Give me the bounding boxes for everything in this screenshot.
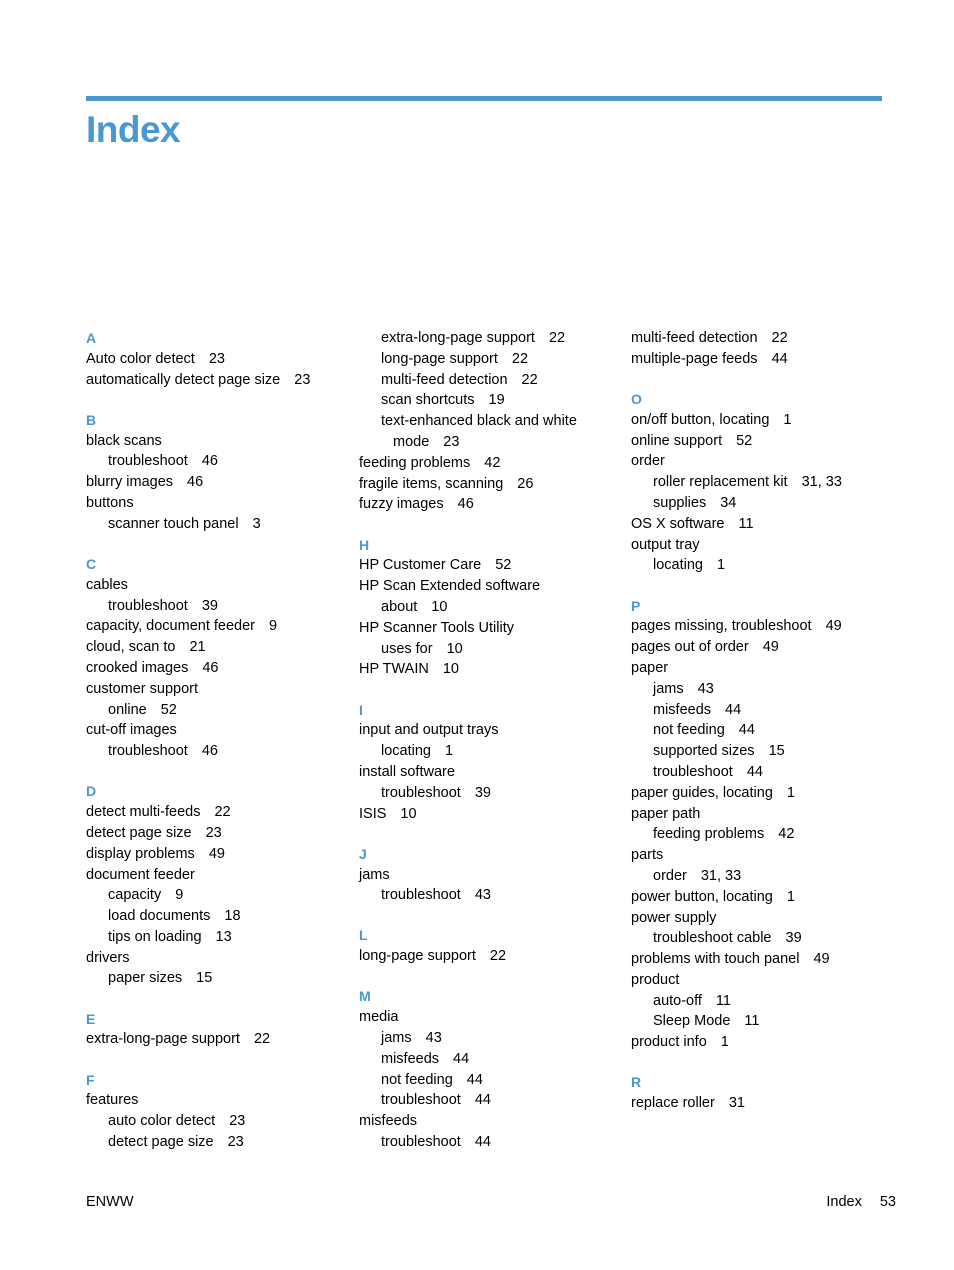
entry-page-ref[interactable]: 15	[768, 743, 785, 760]
index-entry	[359, 370, 624, 391]
entry-page-ref[interactable]: 46	[187, 474, 204, 491]
entry-page-ref[interactable]: 11	[715, 992, 731, 1009]
entry-term: paper path	[631, 805, 701, 822]
index-entry	[86, 948, 351, 969]
index-entry	[631, 1032, 896, 1053]
index-section-h	[359, 535, 624, 681]
entry-page-ref[interactable]: 13	[215, 928, 232, 945]
index-entry	[359, 555, 624, 576]
entry-term: troubleshoot	[108, 743, 188, 760]
entry-term: crooked images	[86, 659, 189, 676]
index-entry	[631, 845, 896, 866]
entry-page-ref[interactable]: 21	[189, 639, 206, 656]
entry-term: features	[86, 1092, 139, 1109]
index-entry	[86, 514, 351, 535]
entry-page-ref[interactable]: 46	[201, 743, 218, 760]
index-entry	[631, 451, 896, 472]
index-entry	[86, 658, 351, 679]
entry-page-ref[interactable]: 3	[252, 515, 261, 532]
entry-page-ref[interactable]: 44	[725, 701, 742, 718]
entry-page-ref[interactable]: 44	[746, 763, 763, 780]
index-entry	[86, 370, 351, 391]
index-entry	[631, 970, 896, 991]
index-entry	[86, 1090, 351, 1111]
index-entry	[631, 1093, 896, 1114]
section-letter: H	[359, 536, 370, 553]
entry-page-ref[interactable]: 10	[431, 598, 448, 615]
entry-page-ref[interactable]: 44	[466, 1071, 483, 1088]
index-entry	[86, 802, 351, 823]
index-entry	[86, 720, 351, 741]
entry-term: tips on loading	[108, 928, 202, 945]
entry-term: supplies	[653, 494, 707, 511]
index-entry	[631, 555, 896, 576]
entry-term: roller replacement kit	[653, 474, 788, 491]
footer-section-label: Index	[826, 1194, 862, 1210]
entry-page-ref[interactable]: 46	[201, 453, 218, 470]
entry-page-ref[interactable]: 44	[453, 1050, 470, 1067]
footer-left: ENWW	[86, 1194, 134, 1210]
index-entry	[86, 637, 351, 658]
entry-term: capacity, document feeder	[86, 618, 255, 635]
index-entry	[86, 927, 351, 948]
header-rule	[86, 96, 882, 101]
index-entry	[359, 1111, 624, 1132]
index-entry	[631, 908, 896, 929]
entry-term: fuzzy images	[359, 496, 444, 513]
index-section-continued	[359, 328, 624, 515]
entry-term: output tray	[631, 536, 700, 553]
entry-term: Sleep Mode	[653, 1013, 731, 1030]
index-entry	[359, 659, 624, 680]
index-entry	[86, 885, 351, 906]
index-entry	[359, 762, 624, 783]
entry-page-ref[interactable]: 44	[738, 722, 755, 739]
index-entry	[86, 700, 351, 721]
index-entry	[86, 349, 351, 370]
entry-page-ref[interactable]: 1	[783, 411, 792, 428]
footer-page-number: 53	[879, 1194, 896, 1210]
entry-term: HP Scan Extended software	[359, 578, 541, 595]
index-entry	[631, 616, 896, 637]
entry-term: locating	[381, 743, 431, 760]
index-entry	[631, 741, 896, 762]
entry-term: misfeeds	[359, 1113, 418, 1130]
entry-term: scan shortcuts	[381, 392, 475, 409]
entry-page-ref[interactable]: 42	[484, 454, 501, 471]
entry-page-ref[interactable]: 52	[736, 432, 753, 449]
index-section-a	[86, 328, 351, 390]
index-entry	[359, 1007, 624, 1028]
index-entry	[86, 616, 351, 637]
index-entry	[359, 1049, 624, 1070]
entry-page-ref[interactable]: 39	[785, 930, 802, 947]
index-entry	[86, 844, 351, 865]
entry-term: problems with touch panel	[631, 951, 800, 968]
entry-term: Auto color detect	[86, 350, 195, 367]
entry-term: display problems	[86, 845, 195, 862]
index-section-l	[359, 925, 624, 967]
index-entry	[86, 906, 351, 927]
entry-page-ref[interactable]: 1	[720, 1034, 729, 1051]
entry-page-ref[interactable]: 23	[229, 1113, 246, 1130]
index-entry	[359, 946, 624, 967]
entry-page-ref[interactable]: 31, 33	[801, 474, 842, 491]
index-entry	[359, 885, 624, 906]
entry-term: online support	[631, 432, 723, 449]
index-entry	[631, 887, 896, 908]
entry-page-ref[interactable]: 44	[474, 1134, 491, 1151]
entry-page-ref[interactable]: 19	[488, 392, 505, 409]
index-section-j	[359, 844, 624, 906]
index-entry	[86, 575, 351, 596]
index-entry	[631, 410, 896, 431]
index-section-i	[359, 700, 624, 825]
entry-term: troubleshoot	[381, 1134, 461, 1151]
entry-term: jams	[381, 1030, 412, 1047]
index-entry	[86, 741, 351, 762]
entry-term: long-page support	[381, 350, 498, 367]
entry-term: HP Scanner Tools Utility	[359, 619, 515, 636]
entry-page-ref[interactable]: 1	[786, 888, 795, 905]
index-entry	[359, 494, 624, 515]
index-entry	[359, 639, 624, 660]
entry-term: misfeeds	[653, 701, 712, 718]
index-entry	[359, 390, 624, 411]
entry-page-ref[interactable]: 23	[294, 371, 311, 388]
entry-page-ref[interactable]: 44	[474, 1092, 491, 1109]
entry-term: feeding problems	[359, 454, 471, 471]
index-entry	[631, 991, 896, 1012]
entry-term: load documents	[108, 908, 211, 925]
entry-term: scanner touch panel	[108, 515, 239, 532]
entry-page-ref[interactable]: 23	[227, 1134, 244, 1151]
index-section-f	[86, 1070, 351, 1153]
index-entry	[631, 431, 896, 452]
entry-page-ref[interactable]: 18	[224, 908, 241, 925]
index-entry	[86, 596, 351, 617]
index-entry	[631, 637, 896, 658]
entry-page-ref[interactable]: 22	[511, 350, 529, 367]
entry-page-ref[interactable]: 49	[825, 618, 842, 635]
entry-page-ref[interactable]: 1	[444, 743, 454, 760]
index-entry	[359, 1132, 624, 1153]
entry-term: customer support	[86, 680, 199, 697]
index-entry	[631, 928, 896, 949]
entry-page-ref[interactable]: 52	[495, 557, 512, 574]
index-section-e	[86, 1009, 351, 1051]
index-entry	[631, 783, 896, 804]
index-entry	[631, 493, 896, 514]
entry-term: install software	[359, 763, 455, 780]
entry-page-ref[interactable]: 23	[205, 824, 222, 841]
entry-term: about	[381, 598, 418, 615]
entry-term: cut-off images	[86, 722, 177, 739]
entry-term: troubleshoot	[108, 597, 188, 614]
entry-term: power supply	[631, 909, 717, 926]
section-letter: A	[86, 330, 97, 346]
index-entry	[359, 804, 624, 825]
entry-term: parts	[631, 847, 664, 864]
entry-page-ref[interactable]: 52	[160, 701, 177, 718]
entry-term: pages out of order	[631, 639, 749, 656]
entry-page-ref[interactable]: 42	[778, 826, 795, 843]
index-entry	[631, 328, 896, 349]
entry-term: automatically detect page size	[86, 371, 281, 388]
entry-term: auto color detect	[108, 1113, 216, 1130]
entry-page-ref[interactable]: 22	[548, 330, 566, 346]
entry-term: not feeding	[653, 722, 725, 739]
entry-term: not feeding	[381, 1071, 453, 1088]
entry-page-ref[interactable]: 39	[474, 784, 491, 801]
entry-term: multi-feed detection	[631, 330, 758, 346]
index-column-1	[86, 328, 351, 1172]
index-entry	[86, 431, 351, 452]
index-entry	[86, 865, 351, 886]
entry-term: troubleshoot	[108, 453, 188, 470]
entry-term: HP TWAIN	[359, 661, 429, 678]
entry-page-ref[interactable]: 11	[744, 1013, 760, 1030]
index-entry	[359, 432, 624, 453]
index-entry	[359, 865, 624, 886]
index-entry	[86, 1132, 351, 1153]
entry-page-ref[interactable]: 1	[716, 557, 726, 574]
section-letter: R	[631, 1074, 642, 1091]
entry-term: troubleshoot	[653, 763, 733, 780]
entry-term: troubleshoot cable	[653, 930, 772, 947]
entry-term: extra-long-page support	[86, 1031, 240, 1048]
entry-page-ref[interactable]: 22	[214, 804, 231, 821]
entry-page-ref[interactable]: 11	[738, 515, 754, 532]
index-entry	[359, 474, 624, 495]
entry-page-ref[interactable]: 22	[489, 948, 507, 965]
index-entry	[631, 700, 896, 721]
entry-term: auto-off	[653, 992, 702, 1009]
index-entry	[359, 618, 624, 639]
entry-term: black scans	[86, 432, 162, 449]
entry-term: jams	[359, 866, 390, 883]
section-letter: B	[86, 411, 97, 428]
entry-term: document feeder	[86, 866, 195, 883]
index-section-c	[86, 554, 351, 762]
index-entry	[631, 514, 896, 535]
index-section-d	[86, 781, 351, 989]
index-entry	[631, 349, 896, 370]
index-entry	[86, 451, 351, 472]
entry-term: online	[108, 701, 147, 718]
entry-term: paper guides, locating	[631, 784, 773, 801]
index-entry	[359, 411, 624, 432]
index-entry	[359, 741, 624, 762]
index-entry	[86, 679, 351, 700]
entry-term: extra-long-page support	[381, 330, 535, 346]
index-entry	[359, 1090, 624, 1111]
entry-page-ref[interactable]: 39	[201, 597, 218, 614]
entry-page-ref[interactable]: 31	[728, 1095, 745, 1112]
section-letter: E	[86, 1010, 96, 1027]
entry-page-ref[interactable]: 22	[253, 1031, 271, 1048]
index-section-o	[631, 389, 896, 576]
index-entry	[631, 949, 896, 970]
entry-term: misfeeds	[381, 1050, 440, 1067]
index-entry	[631, 804, 896, 825]
index-entry	[631, 658, 896, 679]
entry-page-ref[interactable]: 22	[771, 330, 788, 346]
index-entry	[86, 823, 351, 844]
entry-term: capacity	[108, 887, 162, 904]
entry-term: feeding problems	[653, 826, 765, 843]
entry-term: mode	[393, 433, 430, 450]
entry-term: order	[653, 867, 687, 884]
entry-term: locating	[653, 557, 703, 574]
entry-term: power button, locating	[631, 888, 773, 905]
entry-term: cloud, scan to	[86, 639, 176, 656]
entry-term: fragile items, scanning	[359, 475, 504, 492]
index-entry	[86, 493, 351, 514]
entry-term: uses for	[381, 640, 433, 657]
index-entry	[631, 824, 896, 845]
entry-term: troubleshoot	[381, 887, 461, 904]
entry-page-ref[interactable]: 1	[786, 784, 795, 801]
entry-term: pages missing, troubleshoot	[631, 618, 812, 635]
section-letter: P	[631, 597, 641, 614]
entry-page-ref[interactable]: 46	[202, 659, 219, 676]
entry-page-ref[interactable]: 10	[442, 661, 459, 678]
section-letter: L	[359, 927, 368, 944]
entry-term: blurry images	[86, 474, 174, 491]
entry-term: troubleshoot	[381, 1092, 461, 1109]
entry-page-ref[interactable]: 23	[443, 433, 460, 450]
entry-term: product info	[631, 1034, 707, 1051]
entry-term: detect multi-feeds	[86, 804, 201, 821]
entry-page-ref[interactable]: 46	[457, 496, 474, 513]
entry-term: multi-feed detection	[381, 371, 508, 388]
index-section-m	[359, 986, 624, 1152]
entry-page-ref[interactable]: 44	[771, 350, 788, 367]
entry-term: troubleshoot	[381, 784, 461, 801]
entry-page-ref[interactable]: 10	[400, 805, 417, 822]
entry-term: input and output trays	[359, 722, 499, 739]
index-column-2	[359, 328, 624, 1172]
index-entry	[631, 535, 896, 556]
section-letter: J	[359, 845, 367, 862]
section-letter: C	[86, 555, 97, 572]
entry-page-ref[interactable]: 15	[196, 970, 213, 987]
index-entry	[631, 472, 896, 493]
entry-term: paper sizes	[108, 970, 183, 987]
entry-term: buttons	[86, 494, 134, 511]
entry-term: long-page support	[359, 948, 476, 965]
index-entry	[631, 866, 896, 887]
entry-page-ref[interactable]: 43	[425, 1030, 442, 1047]
entry-term: multiple-page feeds	[631, 350, 758, 367]
index-entry	[86, 472, 351, 493]
index-section-p	[631, 596, 896, 1054]
index-column-3	[631, 328, 896, 1133]
entry-term: OS X software	[631, 515, 725, 532]
index-entry	[631, 1011, 896, 1032]
entry-term: detect page size	[86, 824, 192, 841]
section-letter: D	[86, 783, 97, 800]
index-entry	[86, 968, 351, 989]
page-title: Index	[86, 109, 181, 150]
entry-term: supported sizes	[653, 743, 755, 760]
index-entry	[359, 328, 624, 349]
index-entry	[359, 597, 624, 618]
entry-page-ref[interactable]: 9	[175, 887, 184, 904]
index-section-r	[631, 1072, 896, 1114]
entry-page-ref[interactable]: 23	[208, 350, 225, 367]
entry-term: media	[359, 1009, 399, 1026]
footer-right	[826, 1192, 896, 1212]
index-entry	[359, 1028, 624, 1049]
index-section-b	[86, 410, 351, 535]
section-letter: I	[359, 701, 363, 718]
index-section-continued	[631, 328, 896, 370]
entry-term: text-enhanced black and white	[381, 413, 577, 430]
entry-page-ref[interactable]: 10	[446, 640, 463, 657]
entry-page-ref[interactable]: 9	[269, 618, 278, 635]
index-entry	[631, 720, 896, 741]
index-entry	[359, 453, 624, 474]
entry-term: jams	[653, 680, 684, 697]
entry-term: cables	[86, 576, 128, 593]
entry-page-ref[interactable]: 43	[697, 680, 714, 697]
index-entry	[359, 349, 624, 370]
entry-term: paper	[631, 659, 669, 676]
entry-term: product	[631, 971, 680, 988]
entry-term: order	[631, 453, 665, 470]
index-entry	[86, 1029, 351, 1050]
entry-page-ref[interactable]: 49	[813, 951, 830, 968]
section-letter: O	[631, 390, 642, 407]
entry-page-ref[interactable]: 26	[517, 475, 534, 492]
entry-page-ref[interactable]: 43	[474, 887, 491, 904]
section-letter: F	[86, 1071, 95, 1088]
index-entry	[86, 1111, 351, 1132]
index-entry	[359, 1070, 624, 1091]
entry-page-ref[interactable]: 31, 33	[700, 867, 742, 884]
entry-page-ref[interactable]: 22	[521, 371, 538, 388]
entry-term: on/off button, locating	[631, 411, 770, 428]
entry-term: HP Customer Care	[359, 557, 482, 574]
index-entry	[631, 762, 896, 783]
entry-page-ref[interactable]: 49	[208, 845, 225, 862]
entry-term: replace roller	[631, 1095, 715, 1112]
entry-page-ref[interactable]: 49	[762, 639, 779, 656]
section-letter: M	[359, 988, 371, 1005]
index-entry	[359, 783, 624, 804]
index-entry	[359, 576, 624, 597]
entry-page-ref[interactable]: 34	[720, 494, 737, 511]
entry-term: detect page size	[108, 1134, 214, 1151]
entry-term: drivers	[86, 949, 130, 966]
entry-term: ISIS	[359, 805, 387, 822]
index-entry	[631, 679, 896, 700]
index-entry	[359, 720, 624, 741]
